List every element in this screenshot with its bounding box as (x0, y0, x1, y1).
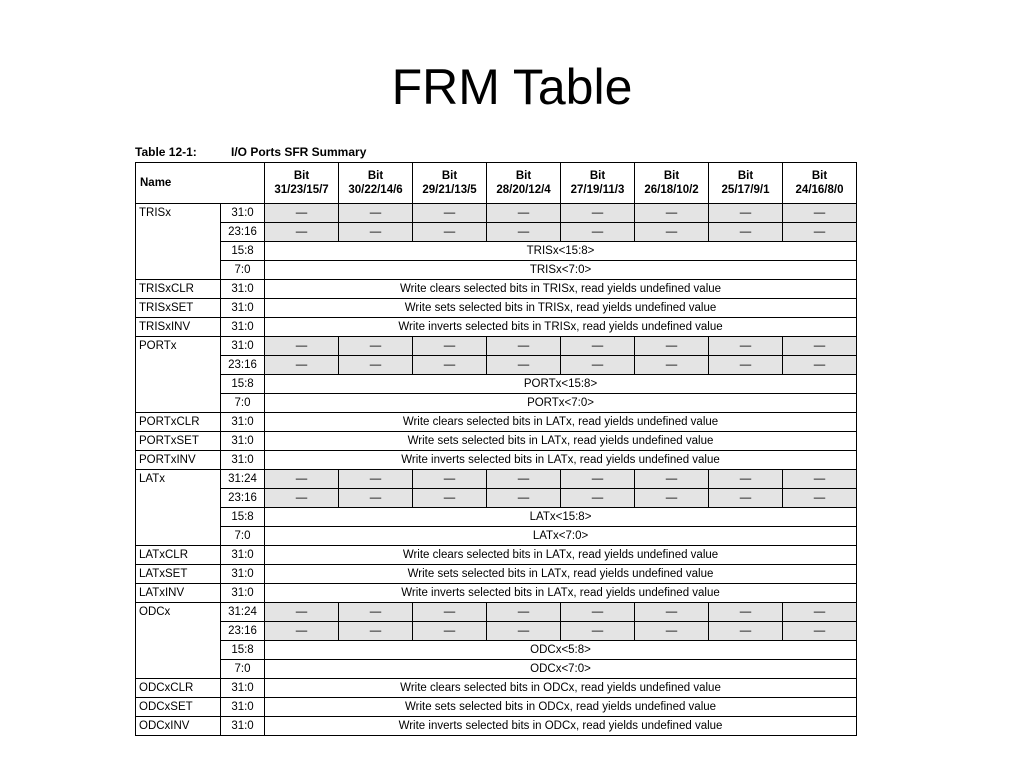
table-row (136, 356, 857, 375)
bit-description: Write inverts selected bits in LATx, read yields undefined value (265, 451, 857, 470)
table-row (136, 622, 857, 641)
unimplemented-bit-cell: — (561, 204, 635, 223)
bit-range: 31:0 (221, 698, 265, 717)
unimplemented-bit-cell: — (339, 470, 413, 489)
table-caption-number: Table 12-1: (135, 145, 197, 159)
unimplemented-bit-cell: — (635, 204, 709, 223)
bit-range: 31:0 (221, 717, 265, 736)
table-row (136, 546, 857, 565)
unimplemented-bit-cell: — (709, 603, 783, 622)
bit-description: Write clears selected bits in LATx, read yields undefined value (265, 546, 857, 565)
unimplemented-bit-cell: — (265, 223, 339, 242)
unimplemented-bit-cell: — (783, 622, 857, 641)
bit-range: 31:0 (221, 280, 265, 299)
register-name: ODCxCLR (136, 679, 221, 698)
unimplemented-bit-cell: — (487, 470, 561, 489)
unimplemented-bit-cell: — (709, 622, 783, 641)
bit-range: 31:0 (221, 318, 265, 337)
unimplemented-bit-cell: — (413, 470, 487, 489)
bit-range: 7:0 (221, 261, 265, 280)
register-name: ODCxSET (136, 698, 221, 717)
bit-description: Write sets selected bits in TRISx, read yields undefined value (265, 299, 857, 318)
unimplemented-bit-cell: — (487, 603, 561, 622)
bit-column-header: Bit 30/22/14/6 (339, 163, 413, 204)
unimplemented-bit-cell: — (635, 622, 709, 641)
unimplemented-bit-cell: — (413, 204, 487, 223)
table-row (136, 565, 857, 584)
table-row (136, 641, 857, 660)
bit-range: 15:8 (221, 508, 265, 527)
bit-column-header: Bit 24/16/8/0 (783, 163, 857, 204)
bit-description: Write clears selected bits in LATx, read yields undefined value (265, 413, 857, 432)
unimplemented-bit-cell: — (265, 489, 339, 508)
bit-description: LATx<15:8> (265, 508, 857, 527)
bit-column-header: Bit 29/21/13/5 (413, 163, 487, 204)
unimplemented-bit-cell: — (487, 337, 561, 356)
bit-range: 31:0 (221, 413, 265, 432)
bit-range: 31:0 (221, 432, 265, 451)
unimplemented-bit-cell: — (635, 603, 709, 622)
table-row (136, 394, 857, 413)
sfr-summary-table (135, 162, 857, 736)
unimplemented-bit-cell: — (339, 622, 413, 641)
bit-description: PORTx<15:8> (265, 375, 857, 394)
bit-range: 15:8 (221, 641, 265, 660)
bit-description: LATx<7:0> (265, 527, 857, 546)
table-row (136, 223, 857, 242)
unimplemented-bit-cell: — (783, 489, 857, 508)
bit-column-header: Bit 25/17/9/1 (709, 163, 783, 204)
slide-title: FRM Table (391, 59, 633, 115)
register-name: LATx (136, 470, 221, 546)
unimplemented-bit-cell: — (561, 356, 635, 375)
unimplemented-bit-cell: — (635, 337, 709, 356)
register-name: ODCx (136, 603, 221, 679)
unimplemented-bit-cell: — (783, 356, 857, 375)
unimplemented-bit-cell: — (413, 356, 487, 375)
unimplemented-bit-cell: — (487, 622, 561, 641)
bit-range: 23:16 (221, 622, 265, 641)
unimplemented-bit-cell: — (709, 204, 783, 223)
table-row (136, 337, 857, 356)
bit-description: Write clears selected bits in ODCx, read yields undefined value (265, 679, 857, 698)
table-row (136, 717, 857, 736)
unimplemented-bit-cell: — (709, 223, 783, 242)
unimplemented-bit-cell: — (339, 489, 413, 508)
table-row (136, 527, 857, 546)
bit-range: 31:0 (221, 337, 265, 356)
unimplemented-bit-cell: — (413, 223, 487, 242)
unimplemented-bit-cell: — (487, 223, 561, 242)
unimplemented-bit-cell: — (487, 204, 561, 223)
unimplemented-bit-cell: — (783, 337, 857, 356)
unimplemented-bit-cell: — (339, 337, 413, 356)
bit-description: Write clears selected bits in TRISx, read yields undefined value (265, 280, 857, 299)
unimplemented-bit-cell: — (265, 603, 339, 622)
table-row (136, 280, 857, 299)
name-column-header: Name (136, 163, 265, 204)
table-caption (135, 145, 366, 159)
bit-description: Write inverts selected bits in ODCx, read yields undefined value (265, 717, 857, 736)
bit-column-header: Bit 31/23/15/7 (265, 163, 339, 204)
unimplemented-bit-cell: — (561, 603, 635, 622)
bit-range: 31:0 (221, 565, 265, 584)
register-name: TRISxINV (136, 318, 221, 337)
table-header-row (136, 163, 857, 204)
unimplemented-bit-cell: — (265, 622, 339, 641)
bit-description: Write inverts selected bits in LATx, read yields undefined value (265, 584, 857, 603)
bit-range: 7:0 (221, 394, 265, 413)
bit-range: 31:24 (221, 603, 265, 622)
bit-range: 31:0 (221, 584, 265, 603)
bit-column-header: Bit 26/18/10/2 (635, 163, 709, 204)
unimplemented-bit-cell: — (561, 337, 635, 356)
table-row (136, 584, 857, 603)
register-name: LATxSET (136, 565, 221, 584)
unimplemented-bit-cell: — (339, 204, 413, 223)
unimplemented-bit-cell: — (635, 489, 709, 508)
table-row (136, 451, 857, 470)
register-name: PORTx (136, 337, 221, 413)
table-row (136, 413, 857, 432)
unimplemented-bit-cell: — (709, 337, 783, 356)
unimplemented-bit-cell: — (413, 622, 487, 641)
table-row (136, 679, 857, 698)
bit-description: TRISx<7:0> (265, 261, 857, 280)
bit-range: 23:16 (221, 356, 265, 375)
register-name: TRISx (136, 204, 221, 280)
bit-description: TRISx<15:8> (265, 242, 857, 261)
unimplemented-bit-cell: — (561, 223, 635, 242)
bit-range: 23:16 (221, 489, 265, 508)
unimplemented-bit-cell: — (635, 223, 709, 242)
unimplemented-bit-cell: — (339, 223, 413, 242)
unimplemented-bit-cell: — (339, 603, 413, 622)
table-row (136, 489, 857, 508)
bit-description: Write sets selected bits in LATx, read yields undefined value (265, 565, 857, 584)
table-row (136, 204, 857, 223)
bit-range: 31:24 (221, 470, 265, 489)
unimplemented-bit-cell: — (265, 337, 339, 356)
bit-range: 31:0 (221, 204, 265, 223)
unimplemented-bit-cell: — (413, 337, 487, 356)
unimplemented-bit-cell: — (709, 356, 783, 375)
unimplemented-bit-cell: — (635, 470, 709, 489)
register-name: PORTxSET (136, 432, 221, 451)
register-name: TRISxCLR (136, 280, 221, 299)
table-row (136, 299, 857, 318)
bit-range: 15:8 (221, 375, 265, 394)
bit-range: 23:16 (221, 223, 265, 242)
bit-description: ODCx<5:8> (265, 641, 857, 660)
table-body (136, 204, 857, 736)
table-row (136, 698, 857, 717)
unimplemented-bit-cell: — (783, 603, 857, 622)
table-row (136, 470, 857, 489)
table-row (136, 261, 857, 280)
table-row (136, 660, 857, 679)
table-row (136, 318, 857, 337)
unimplemented-bit-cell: — (783, 204, 857, 223)
unimplemented-bit-cell: — (783, 470, 857, 489)
table-row (136, 603, 857, 622)
register-name: ODCxINV (136, 717, 221, 736)
unimplemented-bit-cell: — (561, 470, 635, 489)
bit-description: ODCx<7:0> (265, 660, 857, 679)
table-row (136, 375, 857, 394)
bit-description: Write inverts selected bits in TRISx, read yields undefined value (265, 318, 857, 337)
unimplemented-bit-cell: — (265, 470, 339, 489)
table-caption-title: I/O Ports SFR Summary (231, 145, 367, 159)
register-name: TRISxSET (136, 299, 221, 318)
unimplemented-bit-cell: — (487, 356, 561, 375)
bit-range: 31:0 (221, 451, 265, 470)
bit-description: Write sets selected bits in LATx, read yields undefined value (265, 432, 857, 451)
bit-description: Write sets selected bits in ODCx, read yields undefined value (265, 698, 857, 717)
table-row (136, 242, 857, 261)
unimplemented-bit-cell: — (561, 622, 635, 641)
unimplemented-bit-cell: — (265, 356, 339, 375)
unimplemented-bit-cell: — (265, 204, 339, 223)
register-name: LATxCLR (136, 546, 221, 565)
unimplemented-bit-cell: — (783, 223, 857, 242)
unimplemented-bit-cell: — (487, 489, 561, 508)
unimplemented-bit-cell: — (339, 356, 413, 375)
register-name: PORTxINV (136, 451, 221, 470)
bit-range: 15:8 (221, 242, 265, 261)
unimplemented-bit-cell: — (709, 489, 783, 508)
bit-range: 7:0 (221, 660, 265, 679)
table-row (136, 432, 857, 451)
unimplemented-bit-cell: — (413, 489, 487, 508)
unimplemented-bit-cell: — (561, 489, 635, 508)
bit-range: 31:0 (221, 679, 265, 698)
bit-range: 7:0 (221, 527, 265, 546)
bit-column-header: Bit 27/19/11/3 (561, 163, 635, 204)
unimplemented-bit-cell: — (709, 470, 783, 489)
unimplemented-bit-cell: — (413, 603, 487, 622)
bit-range: 31:0 (221, 546, 265, 565)
register-name: LATxINV (136, 584, 221, 603)
bit-range: 31:0 (221, 299, 265, 318)
bit-description: PORTx<7:0> (265, 394, 857, 413)
bit-column-header: Bit 28/20/12/4 (487, 163, 561, 204)
table-row (136, 508, 857, 527)
register-name: PORTxCLR (136, 413, 221, 432)
unimplemented-bit-cell: — (635, 356, 709, 375)
